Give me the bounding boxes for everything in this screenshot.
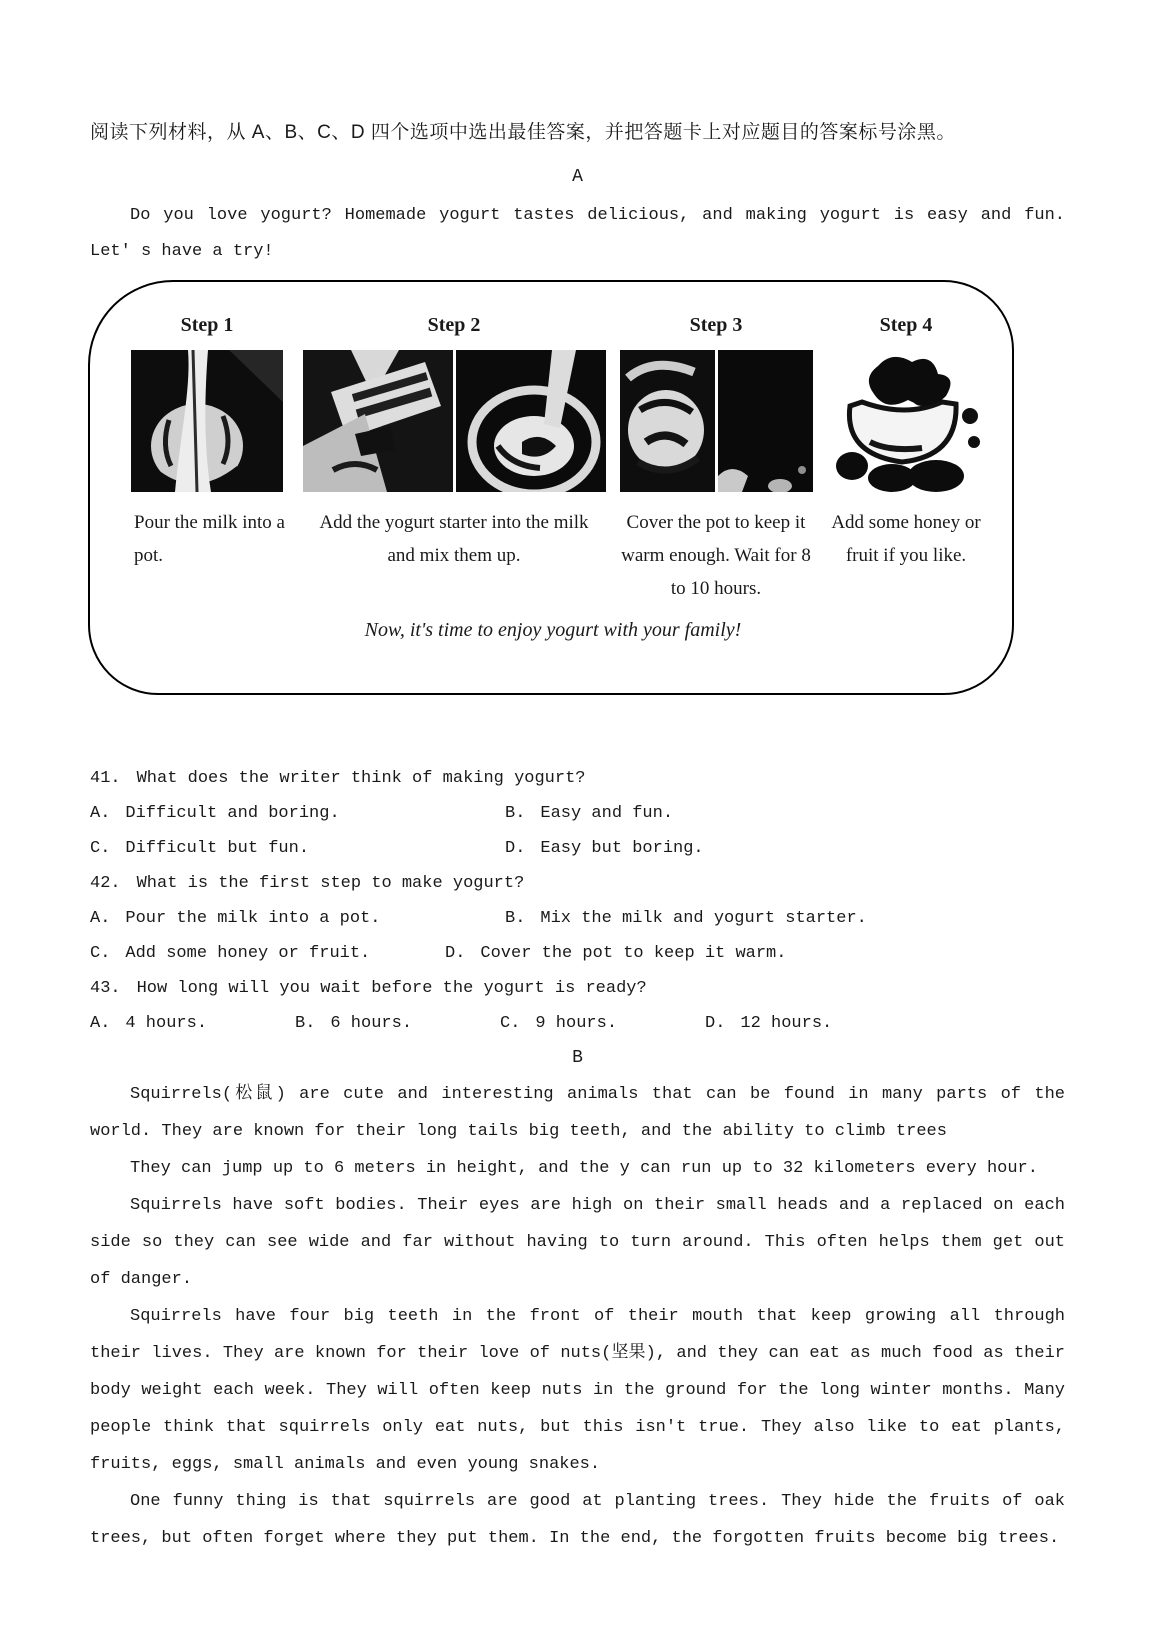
step-4 <box>822 312 990 605</box>
option-text: Pour the milk into a pot. <box>125 909 381 928</box>
questions-section <box>90 761 1065 1041</box>
question-41 <box>90 761 1065 866</box>
question-number: 41. <box>90 769 121 788</box>
option-label: C. <box>90 944 111 963</box>
step-1 <box>116 312 298 605</box>
question-stem: How long will you wait before the yogurt is ready? <box>136 979 647 998</box>
option-41-a <box>90 796 505 831</box>
passage-b-paragraph-3: Squirrels have soft bodies. Their eyes are high on their small heads and a replaced on each side so they can see wide and far without having to turn around. This often helps them get out of danger. <box>90 1196 1065 1289</box>
option-41-c <box>90 831 505 866</box>
option-text: 6 hours. <box>330 1014 413 1033</box>
question-42-options-row-2 <box>90 936 1065 971</box>
step-1-photos <box>116 350 298 492</box>
question-43-text <box>90 971 1065 1006</box>
passage-b-paragraph-4: Squirrels have four big teeth in the front of their mouth that keep growing all through their lives. They are known for their love of nuts(坚果), and they can eat as much food as their body weight each week. They will often keep nuts in the ground for the long winter months. Many people think that squirrels only eat nuts, but this isn't true. They also like to eat plants, fruits, eggs, small animals and even young snakes. <box>90 1307 1065 1474</box>
question-41-text <box>90 761 1065 796</box>
option-43-a <box>90 1006 295 1041</box>
option-text: 4 hours. <box>125 1014 208 1033</box>
question-stem: What is the first step to make yogurt? <box>136 874 525 893</box>
step-1-title: Step 1 <box>180 314 234 336</box>
question-number: 43. <box>90 979 121 998</box>
option-text: Easy but boring. <box>540 839 704 858</box>
option-label: B. <box>505 909 526 928</box>
question-stem: What does the writer think of making yogurt? <box>136 769 586 788</box>
passage-a-intro: Do you love yogurt? Homemade yogurt tastes delicious, and making yogurt is easy and fun. Let' s have a try! <box>90 206 1065 261</box>
option-label: C. <box>90 839 111 858</box>
question-43-options-row <box>90 1006 1065 1041</box>
option-label: A. <box>90 1014 111 1033</box>
mixing-bowl-photo <box>456 350 606 492</box>
milk-pour-photo <box>131 350 283 492</box>
step-4-caption: Add some honey or fruit if you like. <box>831 512 981 566</box>
option-label: B. <box>295 1014 316 1033</box>
option-label: D. <box>705 1014 726 1033</box>
option-42-a <box>90 901 505 936</box>
option-label: A. <box>90 909 111 928</box>
warm-pot-dark-photo <box>718 350 813 492</box>
option-text: Difficult and boring. <box>125 804 340 823</box>
steps-grid <box>116 312 990 605</box>
question-42-text <box>90 866 1065 901</box>
yogurt-starter-packet-photo <box>303 350 453 492</box>
step-4-photos <box>822 350 990 492</box>
option-text: 12 hours. <box>740 1014 833 1033</box>
step-1-caption: Pour the milk into a pot. <box>134 512 285 566</box>
question-number: 42. <box>90 874 121 893</box>
option-text: Easy and fun. <box>540 804 674 823</box>
option-label: D. <box>505 839 526 858</box>
step-2-title: Step 2 <box>427 314 481 336</box>
passage-b-paragraph-2: They can jump up to 6 meters in height, and the y can run up to 32 kilometers every hour. <box>130 1159 1038 1178</box>
step-2-photos <box>298 350 610 492</box>
fruit-bowl-photo <box>826 350 986 492</box>
step-4-title: Step 4 <box>879 314 933 336</box>
option-label: B. <box>505 804 526 823</box>
option-label: C. <box>500 1014 521 1033</box>
question-43 <box>90 971 1065 1041</box>
question-42 <box>90 866 1065 971</box>
option-43-c <box>500 1006 705 1041</box>
section-instruction-cn: 阅读下列材料，从 A、B、C、D 四个选项中选出最佳答案，并把答题卡上对应题目的答案标号涂黑。 <box>90 122 956 143</box>
closing-note: Now, it's time to enjoy yogurt with your family! <box>364 619 742 641</box>
option-43-d <box>705 1006 832 1041</box>
option-41-b <box>505 796 673 831</box>
step-3-photos <box>610 350 822 492</box>
step-2 <box>298 312 610 605</box>
section-b-heading: B <box>572 1048 583 1068</box>
step-2-caption: Add the yogurt starter into the milk and mix them up. <box>319 512 589 566</box>
yogurt-steps-box <box>88 280 1014 695</box>
option-42-d <box>445 936 786 971</box>
question-41-options-row-1 <box>90 796 1065 831</box>
option-42-c <box>90 936 445 971</box>
option-43-b <box>295 1006 500 1041</box>
section-a-heading: A <box>572 167 583 187</box>
passage-b-paragraph-5: One funny thing is that squirrels are good at planting trees. They hide the fruits of oak trees, but often forget where they put them. In the end, the forgotten fruits become big trees. <box>90 1492 1065 1548</box>
option-text: Difficult but fun. <box>125 839 310 858</box>
option-label: A. <box>90 804 111 823</box>
passage-b-paragraph-1: Squirrels(松鼠) are cute and interesting animals that can be found in many parts of the world. They are known for their long tails big teeth, and the ability to climb trees <box>90 1085 1065 1141</box>
step-3 <box>610 312 822 605</box>
option-text: Mix the milk and yogurt starter. <box>540 909 867 928</box>
step-3-caption: Cover the pot to keep it warm enough. Wait for 8 to 10 hours. <box>621 512 811 599</box>
option-text: Add some honey or fruit. <box>125 944 371 963</box>
passage-b <box>90 1076 1065 1557</box>
question-41-options-row-2 <box>90 831 1065 866</box>
option-text: 9 hours. <box>535 1014 618 1033</box>
cover-pot-photo <box>620 350 715 492</box>
step-3-title: Step 3 <box>689 314 743 336</box>
option-label: D. <box>445 944 466 963</box>
option-41-d <box>505 831 704 866</box>
option-text: Cover the pot to keep it warm. <box>480 944 787 963</box>
option-42-b <box>505 901 867 936</box>
question-42-options-row-1 <box>90 901 1065 936</box>
